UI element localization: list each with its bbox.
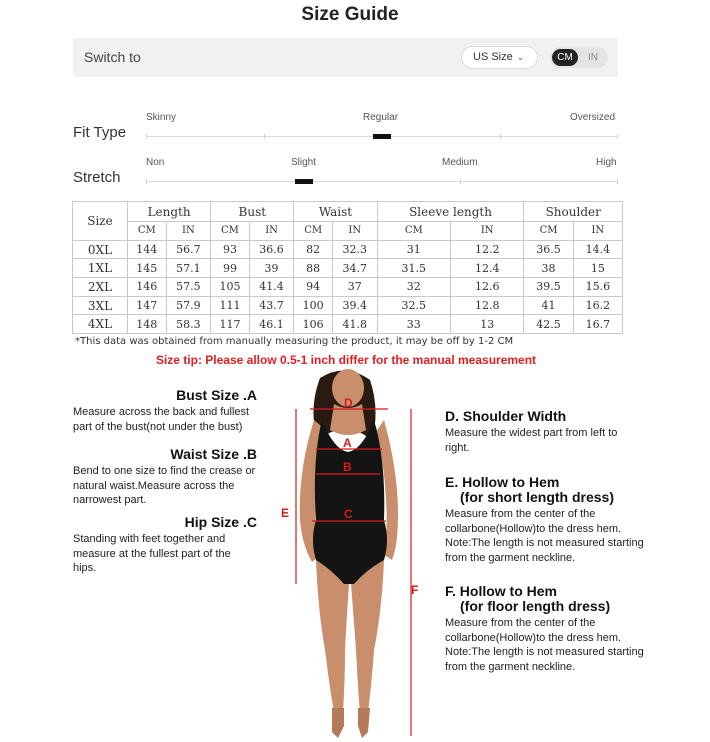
size-column-header: Size bbox=[73, 202, 128, 241]
fit-level-skinny: Skinny bbox=[146, 112, 177, 123]
group-header-bust: Bust bbox=[211, 202, 294, 222]
fit-level-oversized: Oversized bbox=[570, 112, 616, 123]
table-cell: 33 bbox=[377, 315, 450, 334]
group-header-waist: Waist bbox=[294, 202, 377, 222]
table-cell: 43.7 bbox=[249, 296, 294, 315]
table-cell: 32.3 bbox=[332, 240, 377, 259]
table-cell: 146 bbox=[128, 278, 167, 297]
table-cell: 39.4 bbox=[332, 296, 377, 315]
waist-size-title: Waist Size .B bbox=[170, 446, 257, 462]
table-cell: 13 bbox=[450, 315, 523, 334]
unit-header-cm: CM bbox=[211, 222, 250, 241]
mark-c: C bbox=[344, 507, 353, 521]
chevron-down-icon: ⌄ bbox=[516, 52, 525, 62]
waist-size-text: Bend to one size to find the crease or natural waist.Measure across the narrowest part. bbox=[73, 465, 256, 506]
table-cell: 57.1 bbox=[166, 259, 211, 278]
unit-header-in: IN bbox=[249, 222, 294, 241]
table-cell: 93 bbox=[211, 240, 250, 259]
fit-type-label: Fit Type bbox=[73, 124, 127, 141]
table-cell: 100 bbox=[294, 296, 333, 315]
size-label: 1XL bbox=[73, 259, 128, 278]
unit-header-cm: CM bbox=[377, 222, 450, 241]
table-cell: 82 bbox=[294, 240, 333, 259]
mark-a: A bbox=[343, 436, 352, 450]
table-cell: 36.6 bbox=[249, 240, 294, 259]
table-cell: 32 bbox=[377, 278, 450, 297]
table-cell: 88 bbox=[294, 259, 333, 278]
table-cell: 39.5 bbox=[524, 278, 573, 297]
table-cell: 41.4 bbox=[249, 278, 294, 297]
hollow-short-title: E. Hollow to Hem bbox=[445, 474, 560, 490]
table-cell: 41.8 bbox=[332, 315, 377, 334]
stretch-level-medium: Medium bbox=[442, 157, 478, 168]
stretch-level-high: High bbox=[596, 157, 617, 168]
shoulder-width-text: Measure the widest part from left to right. bbox=[445, 427, 618, 454]
table-cell: 15 bbox=[573, 259, 622, 278]
table-cell: 117 bbox=[211, 315, 250, 334]
table-cell: 16.7 bbox=[573, 315, 622, 334]
table-cell: 36.5 bbox=[524, 240, 573, 259]
table-cell: 144 bbox=[128, 240, 167, 259]
bust-size-text: Measure across the back and fullest part of the bust(not under the bust) bbox=[73, 406, 250, 433]
table-cell: 148 bbox=[128, 315, 167, 334]
table-cell: 31 bbox=[377, 240, 450, 259]
table-cell: 57.9 bbox=[166, 296, 211, 315]
table-cell: 46.1 bbox=[249, 315, 294, 334]
table-cell: 42.5 bbox=[524, 315, 573, 334]
table-cell: 57.5 bbox=[166, 278, 211, 297]
table-cell: 32.5 bbox=[377, 296, 450, 315]
unit-option-cm[interactable]: CM bbox=[552, 49, 578, 66]
unit-header-cm: CM bbox=[294, 222, 333, 241]
table-cell: 106 bbox=[294, 315, 333, 334]
size-tip: Size tip: Please allow 0.5-1 inch differ for the manual measurement bbox=[155, 353, 537, 367]
size-label: 2XL bbox=[73, 278, 128, 297]
shoulder-width-title: D. Shoulder Width bbox=[445, 408, 567, 424]
size-label: 4XL bbox=[73, 315, 128, 334]
table-cell: 56.7 bbox=[166, 240, 211, 259]
table-cell: 111 bbox=[211, 296, 250, 315]
size-label: 0XL bbox=[73, 240, 128, 259]
unit-header-in: IN bbox=[573, 222, 622, 241]
stretch-level-non: Non bbox=[146, 157, 165, 168]
bust-size-title: Bust Size .A bbox=[176, 387, 257, 403]
table-cell: 37 bbox=[332, 278, 377, 297]
table-cell: 145 bbox=[128, 259, 167, 278]
table-cell: 41 bbox=[524, 296, 573, 315]
hollow-short-text: Measure from the center of the collarbone(Hollow)to the dress hem. Note:The length is not measured starting from the garment neckline. bbox=[445, 508, 644, 564]
unit-header-in: IN bbox=[166, 222, 211, 241]
table-cell: 105 bbox=[211, 278, 250, 297]
mark-e: E bbox=[281, 506, 290, 520]
hollow-floor-subtitle: (for floor length dress) bbox=[460, 598, 611, 614]
table-cell: 14.4 bbox=[573, 240, 622, 259]
hip-size-title: Hip Size .C bbox=[184, 514, 257, 530]
hollow-short-subtitle: (for short length dress) bbox=[460, 489, 615, 505]
table-cell: 94 bbox=[294, 278, 333, 297]
size-label: 3XL bbox=[73, 296, 128, 315]
unit-header-cm: CM bbox=[524, 222, 573, 241]
table-cell: 16.2 bbox=[573, 296, 622, 315]
mark-b: B bbox=[343, 460, 352, 474]
table-cell: 12.8 bbox=[450, 296, 523, 315]
fit-level-regular: Regular bbox=[363, 112, 399, 123]
group-header-shoulder: Shoulder bbox=[524, 202, 623, 222]
hollow-floor-title: F. Hollow to Hem bbox=[445, 583, 557, 599]
table-cell: 58.3 bbox=[166, 315, 211, 334]
table-cell: 147 bbox=[128, 296, 167, 315]
page-title: Size Guide bbox=[301, 4, 399, 25]
table-cell: 34.7 bbox=[332, 259, 377, 278]
unit-header-in: IN bbox=[450, 222, 523, 241]
table-cell: 12.4 bbox=[450, 259, 523, 278]
stretch-label: Stretch bbox=[73, 169, 121, 186]
table-cell: 38 bbox=[524, 259, 573, 278]
group-header-sleeve-length: Sleeve length bbox=[377, 202, 524, 222]
group-header-length: Length bbox=[128, 202, 211, 222]
unit-option-in[interactable]: IN bbox=[588, 52, 598, 63]
size-system-value: US Size bbox=[473, 51, 513, 63]
hollow-floor-text: Measure from the center of the collarbone(Hollow)to the dress hem. Note:The length is not measured starting from the garment neckline. bbox=[445, 617, 644, 673]
table-cell: 15.6 bbox=[573, 278, 622, 297]
switch-label: Switch to bbox=[84, 49, 141, 65]
mark-d: D bbox=[344, 396, 353, 410]
table-cell: 12.6 bbox=[450, 278, 523, 297]
hip-size-text: Standing with feet together and measure at the fullest part of the hips. bbox=[73, 533, 231, 574]
table-cell: 39 bbox=[249, 259, 294, 278]
table-cell: 31.5 bbox=[377, 259, 450, 278]
unit-header-cm: CM bbox=[128, 222, 167, 241]
table-cell: 99 bbox=[211, 259, 250, 278]
mark-f: F bbox=[411, 583, 419, 597]
model-feet bbox=[332, 708, 370, 738]
measurement-footnote: *This data was obtained from manually measuring the product, it may be off by 1-2 CM bbox=[75, 336, 514, 347]
stretch-level-slight: Slight bbox=[291, 157, 317, 168]
table-cell: 12.2 bbox=[450, 240, 523, 259]
unit-header-in: IN bbox=[332, 222, 377, 241]
